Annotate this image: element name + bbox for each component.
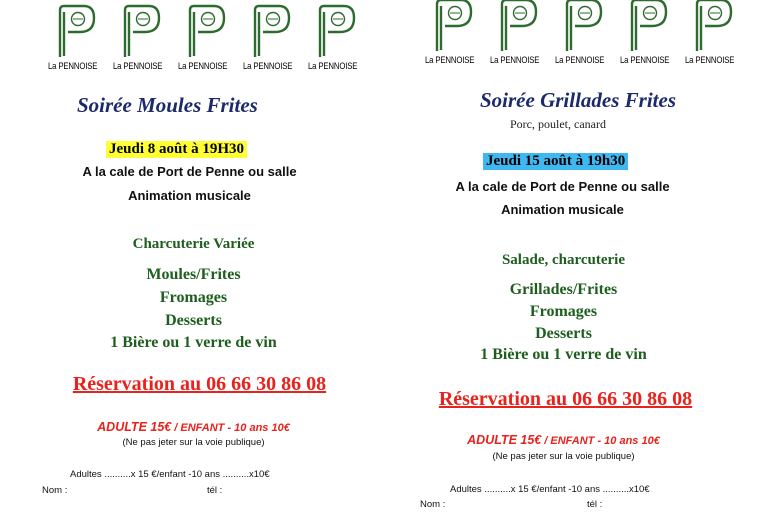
- logo-row: [50, 4, 375, 72]
- logo-row: [427, 0, 752, 66]
- logo-wordmark: La PENNOISE: [113, 61, 163, 72]
- logo-wordmark: La PENNOISE: [308, 61, 358, 72]
- logo-wordmark: La PENNOISE: [685, 55, 735, 66]
- order-form-line: Adultes ..........x 15 €/enfant -10 ans ..........x10€: [450, 484, 650, 495]
- price-child: / ENFANT - 10 ans 10€: [171, 422, 290, 434]
- event-date: Jeudi 15 août à 19h30: [483, 153, 628, 170]
- flyer-grillades-frites: [387, 0, 774, 528]
- disclaimer-note: (Ne pas jeter sur la voie publique): [492, 451, 635, 462]
- event-date: Jeudi 8 août à 19H30: [106, 141, 247, 158]
- logo-wordmark: La PENNOISE: [178, 61, 228, 72]
- menu-item: Fromages: [159, 289, 228, 306]
- price-adult: ADULTE 15€: [97, 420, 172, 434]
- la-pennoise-logo: [687, 0, 733, 66]
- price-adult: ADULTE 15€: [467, 433, 542, 447]
- name-label: Nom :: [42, 485, 68, 496]
- event-title: Soirée Moules Frites: [77, 93, 258, 117]
- la-pennoise-logo: [180, 4, 226, 72]
- phone-label: tél :: [587, 499, 603, 510]
- menu-starter: Salade, charcuterie: [501, 252, 626, 268]
- menu-starter: Charcuterie Variée: [132, 236, 255, 252]
- logo-wordmark: La PENNOISE: [425, 55, 475, 66]
- la-pennoise-logo: [310, 4, 356, 72]
- event-location: A la cale de Port de Penne ou salle: [82, 164, 297, 179]
- phone-label: tél :: [207, 485, 223, 496]
- la-pennoise-logo: [50, 4, 96, 72]
- price-line: [0, 420, 387, 434]
- menu-item: Grillades/Frites: [509, 281, 618, 298]
- menu-item: 1 Bière ou 1 verre de vin: [480, 346, 647, 363]
- disclaimer-note: (Ne pas jeter sur la voie publique): [122, 437, 265, 448]
- event-title: Soirée Grillades Frites: [480, 88, 677, 112]
- menu-item: Fromages: [529, 303, 598, 320]
- logo-wordmark: La PENNOISE: [243, 61, 293, 72]
- event-location: A la cale de Port de Penne ou salle: [455, 179, 670, 194]
- order-form-line: Adultes ..........x 15 €/enfant -10 ans ..........x10€: [70, 469, 270, 480]
- la-pennoise-logo: [622, 0, 668, 66]
- logo-wordmark: La PENNOISE: [48, 61, 98, 72]
- menu-item: Desserts: [165, 312, 222, 329]
- event-subtitle: Porc, poulet, canard: [510, 117, 606, 131]
- la-pennoise-logo: [492, 0, 538, 66]
- la-pennoise-logo: [557, 0, 603, 66]
- menu-item: 1 Bière ou 1 verre de vin: [110, 334, 277, 351]
- la-pennoise-logo: [115, 4, 161, 72]
- logo-wordmark: La PENNOISE: [490, 55, 540, 66]
- price-line: [370, 433, 757, 447]
- logo-wordmark: La PENNOISE: [555, 55, 605, 66]
- la-pennoise-logo: [427, 0, 473, 66]
- reservation-phone: Réservation au 06 66 30 86 08: [72, 373, 327, 395]
- event-animation: Animation musicale: [501, 202, 624, 217]
- reservation-phone: Réservation au 06 66 30 86 08: [438, 388, 693, 410]
- la-pennoise-logo: [245, 4, 291, 72]
- price-child: / ENFANT - 10 ans 10€: [541, 435, 660, 447]
- event-animation: Animation musicale: [128, 188, 251, 203]
- name-label: Nom :: [420, 499, 446, 510]
- logo-wordmark: La PENNOISE: [620, 55, 670, 66]
- menu-item: Moules/Frites: [146, 266, 241, 283]
- menu-item: Desserts: [535, 325, 592, 342]
